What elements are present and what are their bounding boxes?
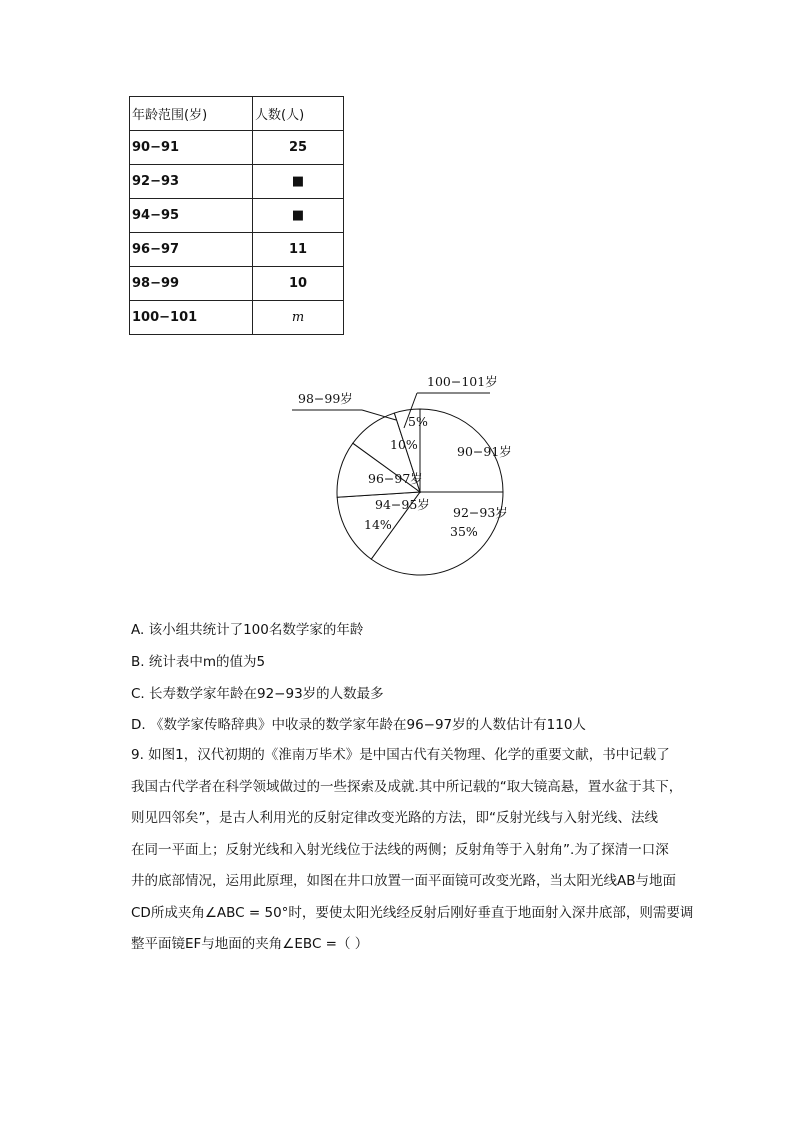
table-header-age: 年龄范围(岁) xyxy=(130,97,253,131)
table-cell-count: ■ xyxy=(253,165,344,199)
pie-slice-value: 14% xyxy=(364,517,392,532)
table-cell-count: ■ xyxy=(253,199,344,233)
table-cell-count: 11 xyxy=(253,233,344,267)
pie-slice-label: 92−93岁 xyxy=(453,505,508,520)
table-row xyxy=(130,131,344,165)
question-line: 则见四邻矣”，是古人利用光的反射定律改变光路的方法，即“反射光线与入射光线、法线 xyxy=(131,810,658,826)
table-row xyxy=(130,199,344,233)
question-line: CD所成夹角∠ABC = 50°时，要使太阳光线经反射后刚好垂直于地面射入深井底部，则需要调 xyxy=(131,904,694,921)
pie-slice-label: 96−97岁 xyxy=(368,471,423,486)
table-cell-age: 100−101 xyxy=(130,301,253,335)
table-header-row xyxy=(130,97,344,131)
pie-slice-value: 35% xyxy=(450,524,478,539)
table-cell-age: 94−95 xyxy=(130,199,253,233)
table-row xyxy=(130,301,344,335)
pie-slice-value: 10% xyxy=(390,437,418,452)
question-line: 整平面镜EF与地面的夹角∠EBC =（ ） xyxy=(131,936,369,952)
pie-slice-label: 100−101岁 xyxy=(427,374,498,389)
question-line: 9. 如图1，汉代初期的《淮南万毕术》是中国古代有关物理、化学的重要文献，书中记载了 xyxy=(131,747,670,763)
pie-slice-label: 90−91岁 xyxy=(457,444,512,459)
option-b: B. 统计表中m的值为5 xyxy=(131,654,266,670)
option-d: D. 《数学家传略辞典》中收录的数学家年龄在96−97岁的人数估计有110人 xyxy=(131,717,586,733)
table-cell-count: m xyxy=(253,301,344,335)
table-cell-age: 90−91 xyxy=(130,131,253,165)
pie-slice-label: 98−99岁 xyxy=(298,391,353,406)
table-cell-age: 98−99 xyxy=(130,267,253,301)
pie-slice-value: 5% xyxy=(408,414,428,429)
table-cell-age: 96−97 xyxy=(130,233,253,267)
question-line: 在同一平面上；反射光线和入射光线位于法线的两侧；反射角等于入射角”.为了探清一口深 xyxy=(131,841,669,858)
pie-slice-label: 94−95岁 xyxy=(375,497,430,512)
table-cell-count: 25 xyxy=(253,131,344,165)
question-9 xyxy=(131,740,696,961)
table-header-count: 人数(人) xyxy=(253,97,344,131)
option-a: A. 该小组共统计了100名数学家的年龄 xyxy=(131,622,364,638)
question-line: 井的底部情况，运用此原理，如图在井口放置一面平面镜可改变光路，当太阳光线AB与地面 xyxy=(131,873,676,889)
pie-chart-svg xyxy=(280,360,520,590)
age-statistics-table xyxy=(129,96,344,335)
table-cell-count: 10 xyxy=(253,267,344,301)
option-c: C. 长寿数学家年龄在92−93岁的人数最多 xyxy=(131,686,384,702)
question-line: 我国古代学者在科学领域做过的一些探索及成就.其中所记载的“取大镜高悬，置水盆于其下， xyxy=(131,778,683,795)
table-row xyxy=(130,267,344,301)
table-cell-age: 92−93 xyxy=(130,165,253,199)
table-row xyxy=(130,233,344,267)
age-pie-chart xyxy=(280,360,520,590)
table-row xyxy=(130,165,344,199)
